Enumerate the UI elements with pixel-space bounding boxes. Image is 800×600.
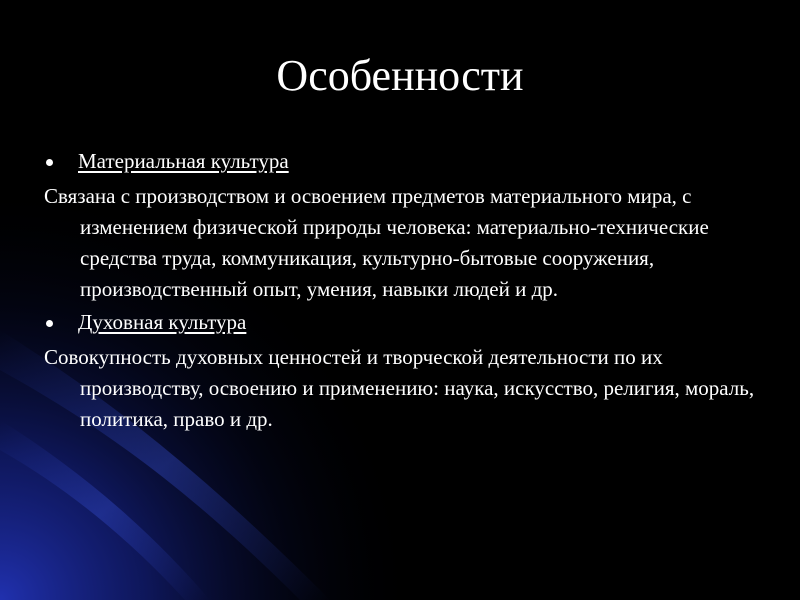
paragraph-spiritual: Совокупность духовных ценностей и творческой деятельности по их производству, освоению и применению: наука, искусство, религия, мораль, политика, право и др. [44, 345, 755, 431]
paragraph-material: Связана с производством и освоением предметов материального мира, с изменением физической природы человека: материально-технические средства труда, коммуникация, культурно-бытовые сооружения, производственный опыт, умения, навыки людей и др. [44, 184, 709, 301]
bullet-item-material [44, 146, 764, 177]
bullet-heading: Материальная культура [78, 149, 289, 173]
slide-title: Особенности [276, 51, 524, 100]
slide-content [44, 146, 764, 437]
bullet-item-spiritual [44, 307, 764, 338]
bullet-heading: Духовная культура [78, 310, 247, 334]
bullet-icon [46, 159, 53, 166]
bullet-icon [46, 320, 53, 327]
